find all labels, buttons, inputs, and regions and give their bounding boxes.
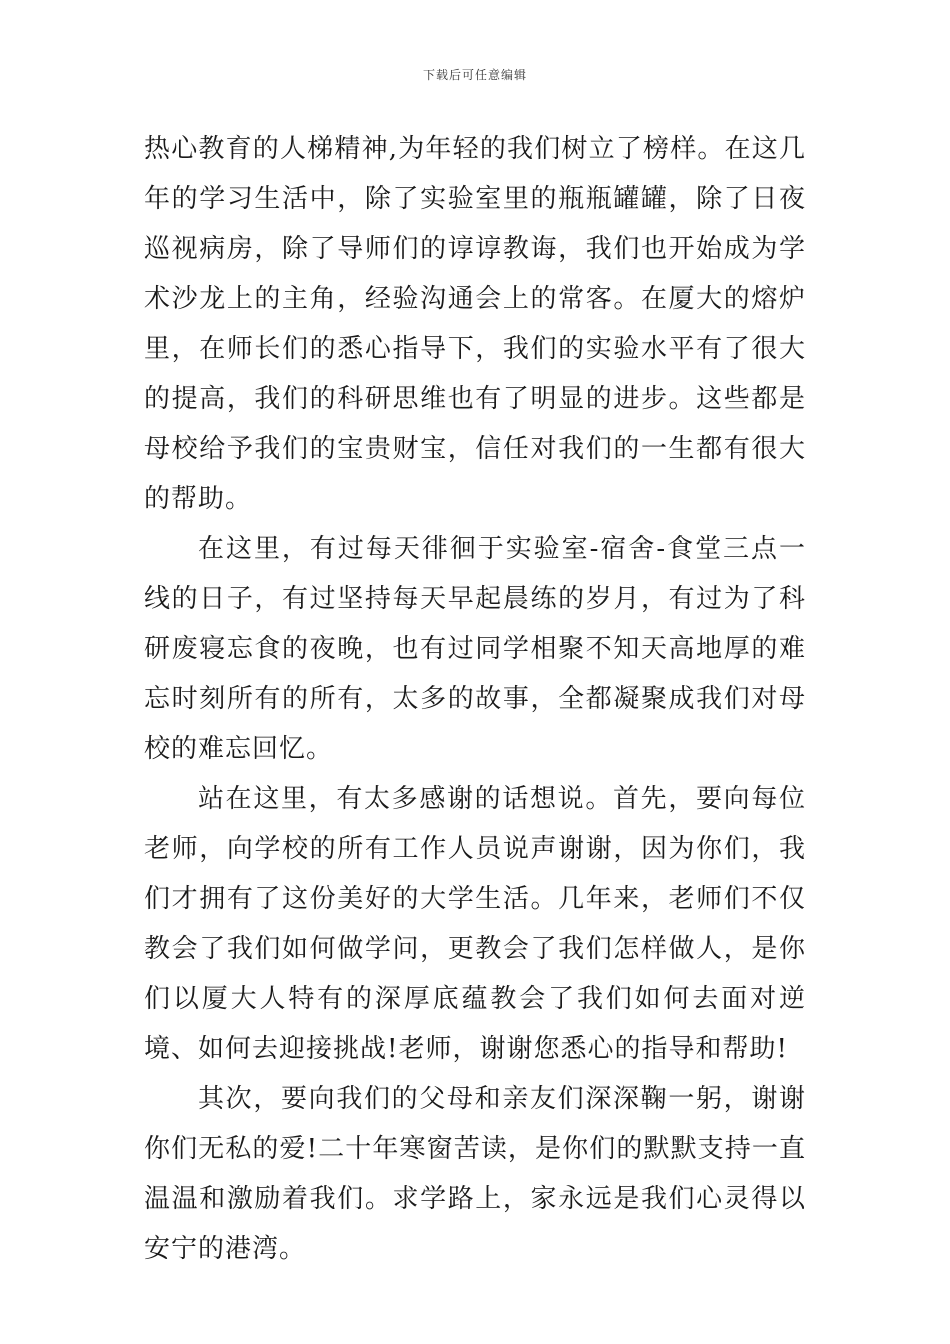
paragraph-1: 热心教育的人梯精神,为年轻的我们树立了榜样。在这几年的学习生活中，除了实验室里的瓶瓶罐罐，除了日夜巡视病房，除了导师们的谆谆教诲，我们也开始成为学术沙龙上的主角，经验沟通会上的常客。在厦大的熔炉里，在师长们的悉心指导下，我们的实验水平有了很大的提高，我们的科研思维也有了明显的进步。这些都是母校给予我们的宝贵财宝，信任对我们的一生都有很大的帮助。 xyxy=(144,134,806,514)
paragraph-3: 站在这里，有太多感谢的话想说。首先，要向每位老师，向学校的所有工作人员说声谢谢，因为你们，我们才拥有了这份美好的大学生活。几年来，老师们不仅教会了我们如何做学问，更教会了我们怎样做人，是你们以厦大人特有的深厚底蕴教会了我们如何去面对逆境、如何去迎接挑战!老师，谢谢您悉心的指导和帮助! xyxy=(144,784,806,1064)
download-note: 下载后可任意编辑 xyxy=(422,68,527,82)
paragraph-2: 在这里，有过每天徘徊于实验室-宿舍-食堂三点一线的日子，有过坚持每天早起晨练的岁月，有过为了科研废寝忘食的夜晚，也有过同学相聚不知天高地厚的难忘时刻所有的所有，太多的故事，全都凝聚成我们对母校的难忘回忆。 xyxy=(144,534,806,764)
document-body xyxy=(144,124,806,1274)
paragraph-4: 其次，要向我们的父母和亲友们深深鞠一躬，谢谢你们无私的爱!二十年寒窗苦读，是你们的默默支持一直温温和激励着我们。求学路上，家永远是我们心灵得以安宁的港湾。 xyxy=(144,1084,806,1264)
